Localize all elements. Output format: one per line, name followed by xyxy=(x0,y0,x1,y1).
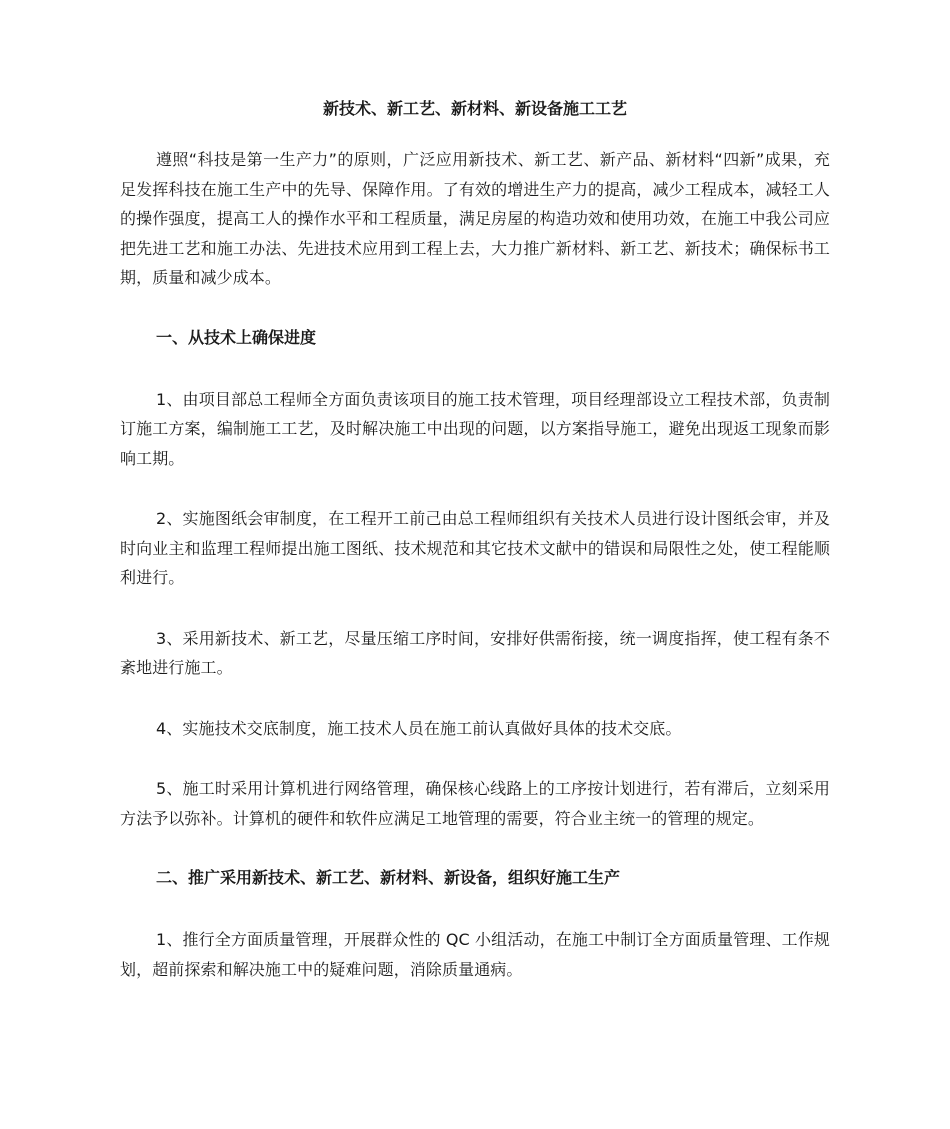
section-2-item-1: 1、推行全方面质量管理，开展群众性的 QC 小组活动，在施工中制订全方面质量管理、工作规划，超前探索和解决施工中的疑难问题，消除质量通病。 xyxy=(120,930,830,979)
section-1-item-3: 3、采用新技术、新工艺，尽量压缩工序时间，安排好供需衔接，统一调度指挥，使工程有条不紊地进行施工。 xyxy=(120,628,830,677)
section-heading-1: 一、从技术上确保进度 xyxy=(156,327,317,347)
section-1-item-4: 4、实施技术交底制度，施工技术人员在施工前认真做好具体的技术交底。 xyxy=(156,718,682,738)
section-heading-2: 二、推广采用新技术、新工艺、新材料、新设备，组织好施工生产 xyxy=(156,868,621,887)
document-title: 新技术、新工艺、新材料、新设备施工工艺 xyxy=(322,99,627,118)
section-1-item-5: 5、施工时采用计算机进行网络管理，确保核心线路上的工序按计划进行，若有滞后，立刻采用方法予以弥补。计算机的硬件和软件应满足工地管理的需要，符合业主统一的管理的规定。 xyxy=(120,779,830,828)
section-1-item-2: 2、实施图纸会审制度，在工程开工前己由总工程师组织有关技术人员进行设计图纸会审，并及时向业主和监理工程师提出施工图纸、技术规范和其它技术文献中的错误和局限性之处，使工程能顺利进行。 xyxy=(120,509,830,587)
section-1-item-1: 1、由项目部总工程师全方面负责该项目的施工技术管理，项目经理部设立工程技术部，负责制订施工方案，编制施工工艺，及时解决施工中出现的问题，以方案指导施工，避免出现返工现象而影响工期。 xyxy=(120,389,830,468)
intro-paragraph: 遵照“科技是第一生产力”的原则，广泛应用新技术、新工艺、新产品、新材料“四新”成果，充足发挥科技在施工生产中的先导、保障作用。了有效的增进生产力的提高，减少工程成本，减轻工人的操作强度，提高工人的操作水平和工程质量，满足房屋的构造功效和使用功效，在施工中我公司应把先进工艺和施工办法、先进技术应用到工程上去，大力推广新材料、新工艺、新技术；确保标书工期，质量和减少成本。 xyxy=(120,150,830,287)
